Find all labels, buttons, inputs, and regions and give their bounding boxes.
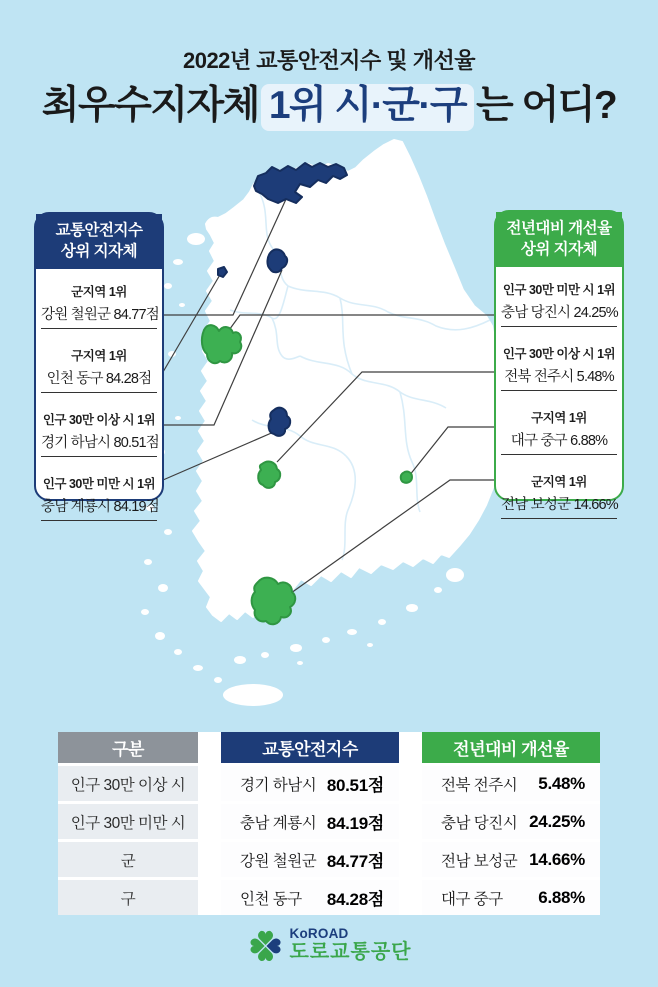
table-row-category: 인구 30만 이상 시 (58, 766, 198, 801)
table-header-category: 구분 (58, 732, 198, 763)
region-name: 경기 하남시 (240, 776, 317, 794)
title-suffix: 는 어디? (476, 84, 617, 127)
region-boseong (252, 578, 296, 625)
right-panel-title-line2: 상위 지자체 (520, 240, 598, 258)
improve-rate: 5.48% (538, 773, 585, 793)
entry-value: 충남 계룡시 84.19점 (41, 495, 157, 521)
title-highlight: 1위 시·군·구 (261, 84, 474, 131)
table-cell-improvement (422, 804, 600, 839)
region-name: 강원 철원군 (240, 852, 317, 870)
koroad-clover-icon (247, 926, 285, 964)
entry-value: 강원 철원군 84.77점 (41, 303, 157, 329)
region-name: 충남 계룡시 (240, 814, 317, 832)
index-score: 80.51점 (326, 776, 384, 795)
improve-rate: 6.88% (538, 887, 585, 907)
table-row-category: 인구 30만 미만 시 (58, 804, 198, 839)
entry-value: 대구 중구 6.88% (501, 429, 617, 455)
entry-label: 군지역 1위 (531, 475, 587, 489)
improvement-rate-panel (494, 210, 624, 513)
entry-value: 전남 보성군 14.66% (501, 493, 617, 519)
region-name: 인천 동구 (240, 890, 302, 908)
region-name: 전남 보성군 (441, 852, 518, 870)
traffic-safety-index-panel (34, 212, 164, 515)
table-cell-index (221, 766, 399, 801)
table-cell-improvement (422, 880, 600, 915)
entry-value: 경기 하남시 80.51점 (41, 431, 157, 457)
right-panel-body (496, 267, 622, 527)
left-panel-title-line1: 교통안전지수 (55, 222, 143, 240)
left-panel-body (36, 269, 162, 529)
region-daegu-junggu (401, 472, 412, 483)
index-score: 84.77점 (326, 852, 384, 871)
mainland-silhouette (193, 140, 502, 621)
panel-entry (501, 344, 617, 391)
improve-rate: 24.25% (529, 811, 585, 831)
panel-entry (41, 282, 157, 329)
table-cell-index (221, 842, 399, 877)
table-cell-improvement (422, 766, 600, 801)
index-score: 84.28점 (326, 890, 384, 909)
improve-rate: 14.66% (529, 849, 585, 869)
table-header-improvement: 전년대비 개선율 (422, 732, 600, 763)
left-panel-header (36, 214, 162, 269)
brand-name-ko: 도로교통공단 (289, 940, 412, 963)
left-panel-title-line2: 상위 지자체 (60, 242, 138, 260)
entry-value: 전북 전주시 5.48% (501, 365, 617, 391)
region-name: 대구 중구 (441, 890, 503, 908)
entry-label: 인구 30만 이상 시 1위 (42, 413, 156, 427)
panel-entry (41, 346, 157, 393)
entry-label: 군지역 1위 (71, 285, 127, 299)
jeju-island (223, 684, 283, 706)
right-panel-title-line1: 전년대비 개선율 (506, 220, 612, 238)
panel-entry (501, 280, 617, 327)
entry-label: 구지역 1위 (531, 411, 587, 425)
entry-label: 인구 30만 이상 시 1위 (502, 347, 616, 361)
entry-value: 인천 동구 84.28점 (41, 367, 157, 393)
table-header-index: 교통안전지수 (221, 732, 399, 763)
title-prefix: 최우수지자체 (41, 84, 259, 127)
right-panel-header (496, 212, 622, 267)
panel-entry (501, 408, 617, 455)
koroad-brand (247, 926, 412, 964)
table-row-category: 군 (58, 842, 198, 877)
entry-label: 인구 30만 미만 시 1위 (42, 477, 156, 491)
panel-entry (41, 474, 157, 521)
table-cell-index (221, 804, 399, 839)
entry-value: 충남 당진시 24.25% (501, 301, 617, 327)
panel-entry (41, 410, 157, 457)
brand-name-en: KoROAD (289, 926, 349, 942)
page-subtitle: 2022년 교통안전지수 및 개선율 (182, 48, 476, 73)
region-name: 전북 전주시 (441, 776, 518, 794)
entry-label: 구지역 1위 (71, 349, 127, 363)
summary-table (58, 732, 600, 915)
panel-entry (501, 472, 617, 519)
region-name: 충남 당진시 (441, 814, 518, 832)
page-title (0, 74, 658, 130)
index-score: 84.19점 (326, 814, 384, 833)
table-cell-improvement (422, 842, 600, 877)
entry-label: 인구 30만 미만 시 1위 (502, 283, 616, 297)
table-cell-index (221, 880, 399, 915)
table-row-category: 구 (58, 880, 198, 915)
